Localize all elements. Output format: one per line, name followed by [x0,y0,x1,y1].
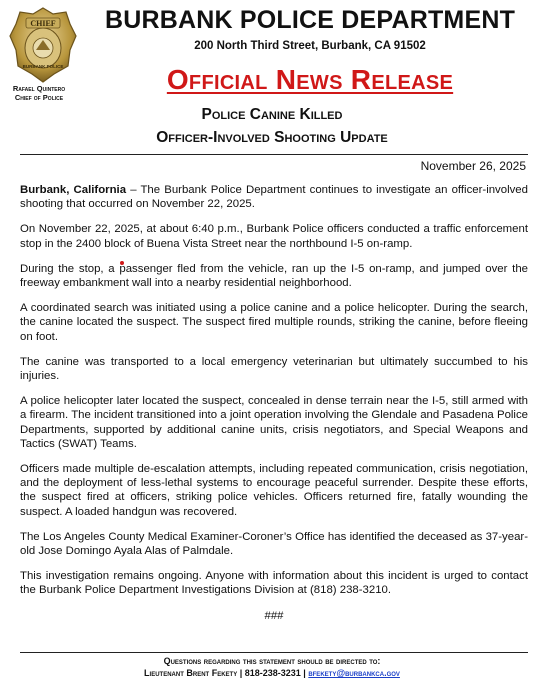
paragraph-7: Officers made multiple de-escalation attempts, including repeated communication, crisis negotiation, and the deployment of less-lethal systems to encourage peaceful surrender. Despite these efforts, the suspect fired at officers, striking police vehicles. Officers returned fire, fatally wounding the suspect. A loaded handgun was recovered. [20,463,528,518]
svg-text:BURBANK POLICE: BURBANK POLICE [22,64,64,69]
footer-questions: Questions regarding this statement should be directed to: [163,656,381,666]
svg-text:CHIEF: CHIEF [30,19,56,28]
paragraph-6: A police helicopter later located the suspect, concealed in dense terrain near the I-5, still armed with a firearm. The incident transitioned into a joint operation involving the Glendale and Pasadena Police Departments, supported by additional canine units, crisis negotiators, and Special Weapons and Tactics (SWAT) Teams. [20,395,528,450]
end-mark: ### [264,609,284,622]
paragraph-5: The canine was transported to a local emergency veterinarian but ultimately succumbed to his injuries. [20,355,528,383]
headline-secondary: Officer-Involved Shooting Update [156,129,388,146]
footer-contact [0,668,544,679]
paragraph-1 [20,183,528,211]
department-address: 200 North Third Street, Burbank, CA 91502 [194,40,426,52]
chief-caption [4,84,74,102]
release-body [20,183,528,634]
paragraph-9: This investigation remains ongoing. Anyone with information about this incident is urged to contact the Burbank Police Department Investigations Division at (818) 238-3210. [20,570,528,597]
chief-title: Chief of Police [14,93,64,102]
paragraph-2: On November 22, 2025, at about 6:40 p.m., Burbank Police officers conducted a traffic enforcement stop in the 2400 block of Buena Vista Street near the northbound I-5 on-ramp. [20,223,528,250]
department-name: BURBANK POLICE DEPARTMENT [104,6,516,34]
chief-name: Rafael Quintero [12,84,66,93]
release-title: Official News Release [166,64,454,95]
paragraph-8: The Los Angeles County Medical Examiner-Coroner’s Office has identified the deceased as 37-year-old Jose Domingo Ayala Alas of Palmdale. [20,530,528,558]
police-badge-logo [8,6,78,84]
footer-divider [20,652,528,653]
header-divider [20,154,528,155]
headline-primary: Police Canine Killed [201,106,343,123]
paragraph-1-text: – The Burbank Police Department continues to investigate an officer-involved shooting that occurred on November 22, 2025. [20,184,528,211]
paragraph-3: During the stop, a passenger fled from the vehicle, ran up the I-5 on-ramp, and jumped over the freeway embankment wall into a nearby residential neighborhood. [20,262,528,290]
release-date: November 26, 2025 [420,159,526,173]
contact-email-link[interactable]: bfekety@burbankca.gov [308,668,400,678]
dateline: Burbank, California [20,184,127,196]
contact-details: Lieutenant Brent Fekety | 818-238-3231 | [144,668,309,678]
paragraph-4: A coordinated search was initiated using a police canine and a police helicopter. During the search, the canine located the suspect. The suspect fired multiple rounds, striking the canine, before fleeing on foot. [20,302,528,343]
